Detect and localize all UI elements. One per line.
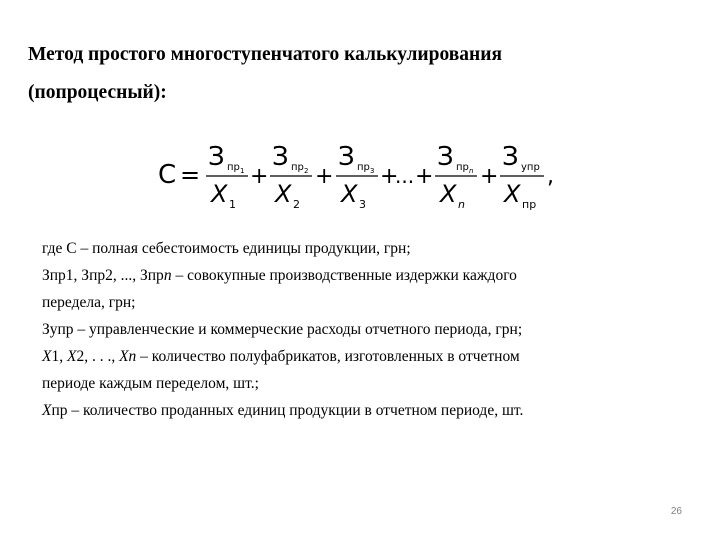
numerator-letter: З — [338, 142, 355, 172]
denominator-letter: X — [275, 180, 292, 208]
plus-sign: + — [480, 164, 499, 189]
slide-number: 26 — [670, 506, 682, 517]
text-segment: Зпр1, Зпр2, ..., Зпр — [42, 267, 164, 284]
title-line-1: Метод простого многоступенчатого калькулирования — [28, 44, 503, 65]
numerator-letter: З — [208, 142, 225, 172]
numerator-subscript: упр — [521, 162, 540, 173]
denominator-subscript: 3 — [359, 198, 366, 211]
definition-line-5 — [42, 343, 692, 370]
definition-line-2 — [42, 262, 692, 289]
numerator-subscript: пр — [291, 162, 304, 173]
denominator-subscript: 2 — [293, 198, 300, 211]
text-segment: 1, — [51, 348, 67, 365]
denominator-subscript: пр — [522, 198, 537, 211]
formula-comma: , — [547, 164, 554, 189]
definition-line-6: периоде каждым переделом, шт.; — [42, 375, 259, 392]
text-segment: – совокупные производственные издержки каждого — [171, 267, 517, 284]
numerator-subsubscript: 3 — [370, 167, 375, 175]
fraction-term-3 — [336, 142, 378, 211]
denominator-letter: X — [211, 180, 228, 208]
italic-segment: X — [42, 402, 52, 419]
numerator-letter: З — [502, 142, 519, 172]
formula-equals: = — [180, 161, 201, 189]
italic-segment: X — [42, 348, 52, 365]
formula-lhs: C — [158, 160, 177, 190]
definition-line-1: где С – полная себестоимость единицы продукции, грн; — [42, 240, 411, 257]
plus-sign: + — [315, 164, 334, 189]
italic-segment: X — [66, 348, 77, 365]
denominator-subscript: n — [458, 198, 465, 211]
italic-segment: n — [163, 267, 172, 284]
denominator-letter: X — [504, 180, 521, 208]
plus-sign: + — [250, 164, 269, 189]
numerator-subscript: пр — [227, 162, 240, 173]
fraction-term-2 — [270, 142, 312, 211]
definitions — [42, 235, 692, 424]
numerator-letter: З — [272, 142, 289, 172]
title-line-2: (попроцесный): — [28, 82, 167, 103]
numerator-subscript: пр — [357, 162, 370, 173]
numerator-subsubscript: n — [469, 167, 474, 175]
italic-segment: Xn — [119, 348, 137, 365]
numerator-letter: З — [437, 142, 454, 172]
ellipsis: ... — [395, 164, 415, 188]
fraction-term-n — [435, 142, 477, 211]
text-segment: пр – количество проданных единиц продукции в отчетном периоде, шт. — [51, 402, 524, 419]
plus-sign: + — [380, 164, 399, 189]
text-segment: 2, . . ., — [76, 348, 120, 365]
text-segment: – количество полуфабрикатов, изготовленных в отчетном — [136, 348, 520, 365]
denominator-letter: X — [440, 180, 457, 208]
definition-line-4: Зупр – управленческие и коммерческие расходы отчетного периода, грн; — [42, 321, 523, 338]
fraction-term-1 — [206, 142, 248, 211]
numerator-subscript: пр — [456, 162, 469, 173]
plus-sign: + — [415, 164, 434, 189]
numerator-subsubscript: 1 — [240, 167, 245, 175]
slide-title — [28, 36, 688, 112]
denominator-subscript: 1 — [229, 198, 236, 211]
fraction-term-upr — [500, 142, 544, 211]
denominator-letter: X — [341, 180, 358, 208]
numerator-subsubscript: 2 — [304, 167, 309, 175]
formula — [150, 135, 570, 220]
definition-line-7 — [42, 397, 692, 424]
definition-line-3: передела, грн; — [42, 294, 136, 311]
